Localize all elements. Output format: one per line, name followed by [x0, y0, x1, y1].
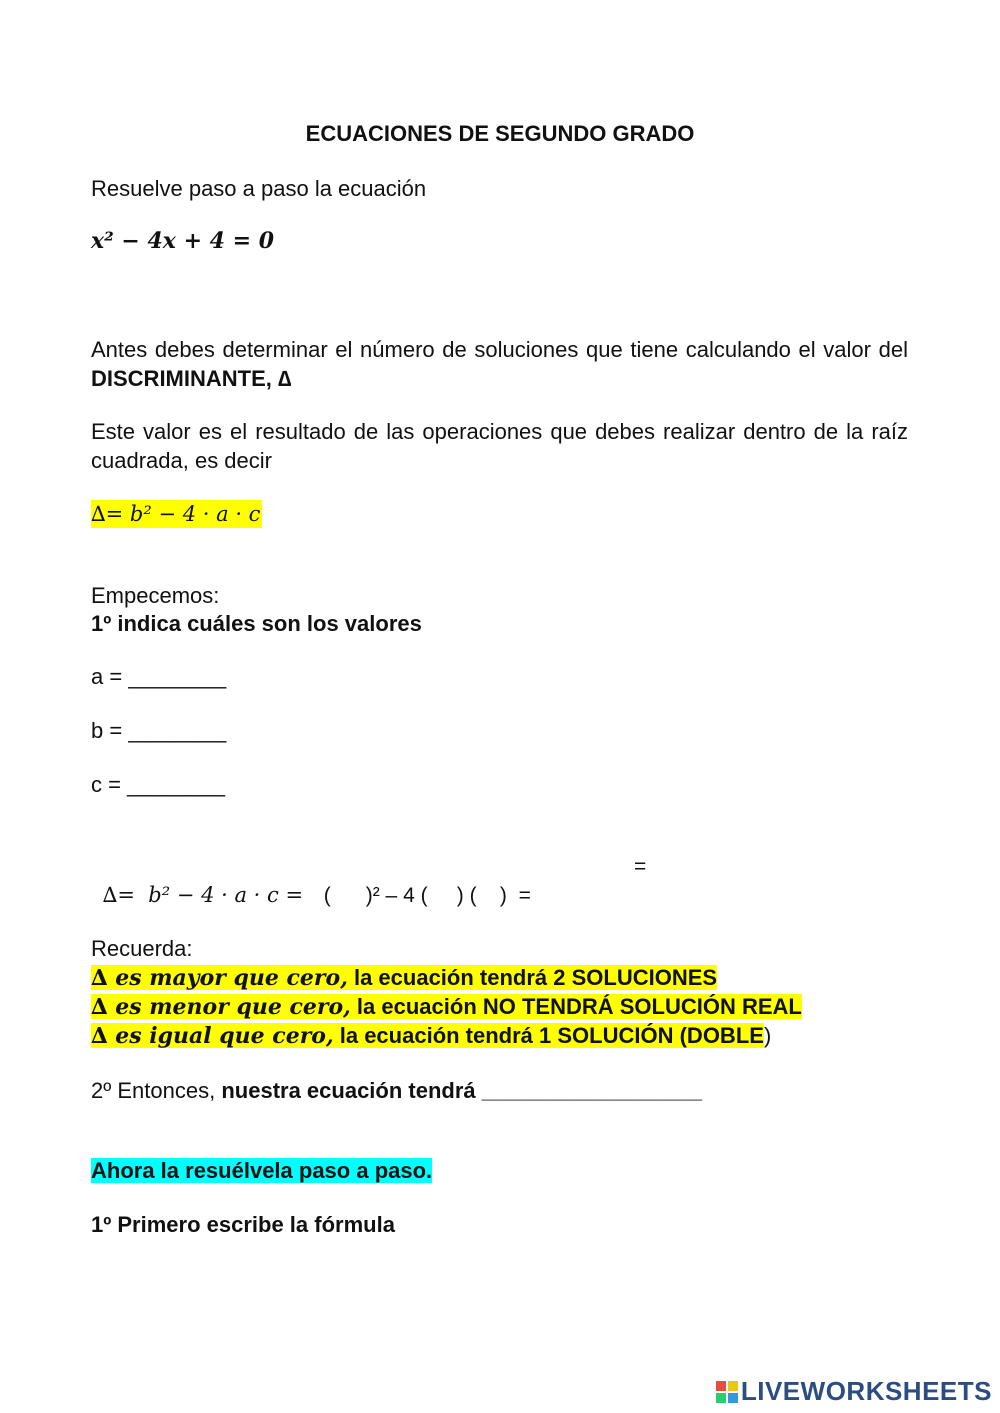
step2-blank[interactable]: __________________ [475, 1078, 703, 1103]
logo-square-blue [728, 1393, 738, 1403]
page-title: ECUACIONES DE SEGUNDO GRADO [305, 121, 695, 146]
rule-positive [91, 963, 717, 993]
step2-instruction [91, 1076, 702, 1105]
logo-icon [716, 1381, 738, 1403]
coefficient-a [91, 662, 226, 691]
rule-negative [91, 992, 802, 1022]
discriminant-intro [91, 335, 908, 393]
logo-square-yellow [728, 1381, 738, 1391]
coefficient-b-label: b = [91, 718, 129, 743]
coefficient-c-blank[interactable]: ________ [127, 772, 225, 797]
equation: x² − 4x + 4 = 0 [91, 228, 275, 254]
discriminant-label: DISCRIMINANTE, ∆ [91, 366, 292, 391]
coefficient-c [91, 770, 225, 799]
step2-bold: nuestra ecuación tendrá [221, 1078, 476, 1103]
liveworksheets-logo [716, 1376, 992, 1407]
rule-zero-tail: ) [763, 1023, 772, 1048]
rule-zero [91, 1021, 771, 1051]
calc-formula: ∆= b² − 4 · a · c = [102, 883, 310, 907]
rule-zero-math: ∆ es igual que cero, [91, 1023, 334, 1049]
start-label: Empecemos: [91, 583, 220, 608]
logo-square-red [716, 1381, 726, 1391]
coefficient-b [91, 716, 226, 745]
now-solve-text: Ahora la resuélvela paso a paso. [91, 1158, 433, 1183]
coefficient-b-blank[interactable]: ________ [128, 718, 227, 743]
rule-negative-math: ∆ es menor que cero, [91, 994, 351, 1020]
calc-equals: = [634, 855, 647, 878]
discriminant-intro-text: Antes debes determinar el número de soluciones que tiene calculando el valor del [91, 337, 908, 362]
step1-instruction: 1º indica cuáles son los valores [91, 611, 422, 636]
rule-zero-text: la ecuación tendrá 1 SOLUCIÓN (DOBLE [333, 1023, 764, 1048]
coefficient-a-label: a = [91, 664, 129, 689]
discriminant-formula: ∆= b² − 4 · a · c [91, 502, 261, 526]
calc-substitution[interactable]: ( )² – 4 ( ) ( ) = [323, 884, 531, 907]
remember-label: Recuerda: [91, 936, 193, 961]
intro-text: Resuelve paso a paso la ecuación [91, 176, 427, 201]
now-solve [91, 1156, 432, 1185]
discriminant-calculation [91, 853, 531, 910]
coefficient-c-label: c = [91, 772, 128, 797]
rule-positive-text: la ecuación tendrá 2 SOLUCIONES [347, 965, 718, 990]
logo-text: LIVEWORKSHEETS [740, 1376, 992, 1406]
coefficient-a-blank[interactable]: ________ [128, 664, 227, 689]
step-formula: 1º Primero escribe la fórmula [91, 1212, 395, 1237]
discriminant-explanation: Este valor es el resultado de las operaciones que debes realizar dentro de la raíz cuadrada, es decir [91, 419, 908, 473]
logo-square-green [716, 1393, 726, 1403]
rule-negative-text: la ecuación NO TENDRÁ SOLUCIÓN REAL [350, 994, 802, 1019]
rule-positive-math: ∆ es mayor que cero, [91, 965, 348, 991]
step2-prefix: 2º Entonces, [91, 1078, 222, 1103]
